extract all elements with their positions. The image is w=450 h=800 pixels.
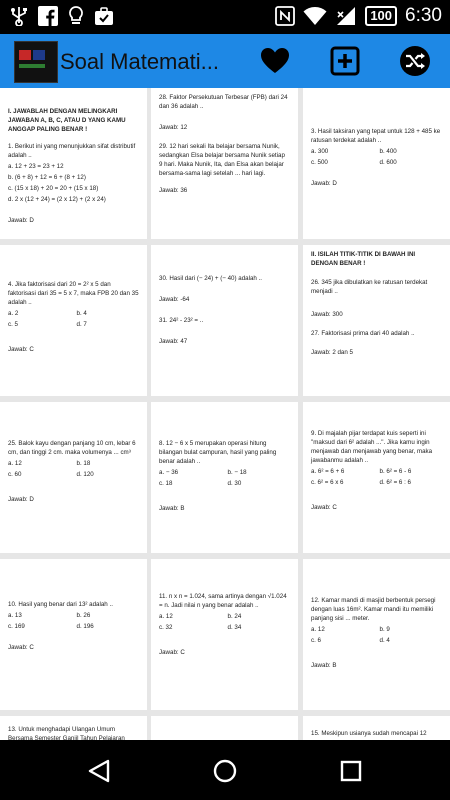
option: b. 6² = 6 - 6 [379, 467, 412, 475]
option: d. 30 [227, 479, 242, 487]
option: b. 9 [379, 625, 390, 633]
briefcase-check-icon [94, 6, 114, 26]
answer: Jawab: B [311, 661, 337, 669]
question-text: 28. Faktor Persekutuan Terbesar (FPB) dari 24 dan 36 adalah .. [159, 94, 288, 110]
answer: Jawab: 12 [159, 123, 188, 131]
battery-indicator [365, 6, 397, 26]
option: d. 2 x (12 + 24) = (2 x 12) + (2 x 24) [8, 195, 106, 203]
answer: Jawab: D [8, 216, 34, 224]
question-text: 27. Faktorisasi prima dari 40 adalah .. [311, 329, 415, 337]
question-card-3[interactable] [303, 88, 450, 239]
question-card-13[interactable] [0, 716, 147, 740]
question-card-11[interactable] [151, 559, 298, 710]
answer: Jawab: D [8, 495, 34, 503]
option: c. 6² = 6 x 6 [311, 478, 344, 486]
option: d. 120 [76, 470, 94, 478]
option: c. 169 [8, 622, 25, 630]
question-card-6[interactable] [303, 245, 450, 396]
option: d. 196 [76, 622, 94, 630]
option: b. 24 [227, 612, 242, 620]
section-heading: II. ISILAH TITIK-TITIK DI BAWAH INI DENGAN BENAR ! [311, 251, 416, 267]
shuffle-icon [398, 44, 432, 78]
question-card-2[interactable] [151, 88, 298, 239]
question-card-8[interactable] [151, 402, 298, 553]
question-text: 11. n x n = 1.024, sama artinya dengan √1.024 = n. Jadi nilai n yang benar adalah .. [159, 593, 287, 609]
app-logo [14, 41, 58, 83]
usb-icon [10, 6, 28, 26]
option: d. 4 [379, 636, 390, 644]
option: a. 12 [311, 625, 325, 633]
question-text: 29. 12 hari sekali Ita belajar bersama Nunik, sedangkan Elsa belajar bersama Nunik setiap 9 hari. Maka Nunik, Ita, dan Elsa akan belajar bersama-sama lagi setelah ... hari lagi. [159, 142, 285, 177]
option: b. 4 [76, 309, 87, 317]
option: c. 500 [311, 158, 328, 166]
answer: Jawab: C [8, 643, 34, 651]
option: a. − 36 [159, 468, 179, 476]
recent-apps-icon[interactable] [338, 758, 364, 784]
option: d. 600 [379, 158, 397, 166]
option: c. 32 [159, 623, 173, 631]
question-card-14[interactable] [151, 716, 298, 740]
question-card-1[interactable] [0, 88, 147, 239]
question-card-7[interactable] [0, 402, 147, 553]
app-title: Soal Matemati... [60, 49, 219, 74]
question-text: 8. 12 − 6 x 5 merupakan operasi hitung bilangan bulat campuran, hasil yang paling benar adalah .. [159, 440, 277, 465]
question-text: 1. Berikut ini yang menunjukkan sifat distributif adalah .. [8, 142, 136, 159]
question-text: 3. Hasil taksiran yang tepat untuk 128 + 485 ke ratusan terdekat adalah .. [311, 128, 441, 144]
add-box-icon [328, 44, 362, 78]
question-text: 25. Balok kayu dengan panjang 10 cm, lebar 6 cm, dan tinggi 2 cm. maka volumenya ... cm³ [8, 440, 136, 456]
question-card-4[interactable] [0, 245, 147, 396]
signal-icon [335, 6, 357, 26]
question-card-5[interactable] [151, 245, 298, 396]
facebook-icon [38, 6, 58, 26]
question-card-10[interactable] [0, 559, 147, 710]
option: a. 13 [8, 611, 22, 619]
answer: Jawab: D [311, 179, 337, 187]
battery-level: 100 [370, 8, 393, 23]
question-text: 4. Jika faktorisasi dari 20 = 2² x 5 dan faktorisasi dari 35 = 5 x 7, maka FPB 20 dan 35 adalah .. [8, 281, 139, 306]
question-text: 15. Meskipun usianya sudah mencapai 12 [311, 730, 427, 737]
question-text: 30. Hasil dari (− 24) + (− 40) adalah .. [159, 275, 263, 282]
answer: Jawab: B [159, 504, 185, 512]
nfc-icon [275, 6, 295, 26]
lightbulb-icon [68, 6, 84, 26]
option: d. 34 [227, 623, 242, 631]
question-text: 13. Untuk menghadapi Ulangan Umum Bersama Semester Ganjil Tahun Pelajaran [8, 726, 125, 740]
app-bar [0, 34, 450, 88]
option: a. 12 + 23 = 23 + 12 [8, 162, 64, 170]
question-card-12[interactable] [303, 559, 450, 710]
option: c. 18 [159, 479, 173, 487]
shuffle-button[interactable] [398, 44, 432, 78]
option: b. 26 [76, 611, 91, 619]
answer: Jawab: -64 [159, 295, 190, 303]
option: c. (15 x 18) + 20 = 20 + (15 x 18) [8, 184, 99, 192]
answer: Jawab: C [311, 503, 337, 511]
favorite-button[interactable] [258, 44, 292, 78]
wifi-icon [303, 6, 327, 26]
option: a. 300 [311, 147, 329, 155]
question-text: 31. 24² - 23² = .. [159, 316, 204, 324]
question-text: 12. Kamar mandi di masjid berbentuk persegi dengan luas 16m². Kamar mandi itu memiliki panjang sisi ... meter. [311, 597, 436, 622]
option: a. 6² = 6 + 6 [311, 467, 345, 475]
answer: Jawab: 47 [159, 337, 188, 345]
navigation-bar [0, 740, 450, 800]
home-icon[interactable] [212, 758, 238, 784]
question-grid [0, 88, 450, 740]
answer: Jawab: 300 [311, 310, 343, 318]
option: a. 12 [8, 459, 22, 467]
option: c. 5 [8, 320, 18, 328]
option: a. 2 [8, 309, 19, 317]
back-icon[interactable] [86, 758, 112, 784]
clock: 6:30 [405, 5, 442, 26]
option: d. 6² = 6 : 6 [379, 478, 411, 486]
answer: Jawab: 36 [159, 186, 188, 194]
option: a. 12 [159, 612, 173, 620]
question-card-9[interactable] [303, 402, 450, 553]
heart-icon [258, 44, 292, 78]
option: b. 400 [379, 147, 397, 155]
answer: Jawab: 2 dan 5 [311, 348, 353, 356]
option: b. 18 [76, 459, 91, 467]
section-heading: I. JAWABLAH DENGAN MELINGKARI JAWABAN A, B, C, ATAU D YANG KAMU ANGGAP PALING BENAR ! [8, 108, 126, 133]
option: b. − 18 [227, 468, 247, 476]
answer: Jawab: C [8, 345, 34, 353]
question-text: 10. Hasil yang benar dari 13² adalah .. [8, 601, 113, 608]
option: d. 7 [76, 320, 87, 328]
add-button[interactable] [328, 44, 362, 78]
option: c. 6 [311, 636, 321, 644]
answer: Jawab: C [159, 648, 185, 656]
option: b. (6 + 8) + 12 = 6 + (8 + 12) [8, 173, 86, 181]
question-text: 26. 345 jika dibulatkan ke ratusan terdekat menjadi .. [311, 278, 428, 295]
question-card-15[interactable] [303, 716, 450, 740]
status-bar [0, 0, 450, 34]
question-text: 9. Di majalah pijar terdapat kuis seperti ini "maksud dari 6² adalah ...". Jika kamu ingin menjawab dan menjawab yang benar, maka jawabanmu adalah .. [311, 430, 433, 464]
option: c. 60 [8, 470, 22, 478]
